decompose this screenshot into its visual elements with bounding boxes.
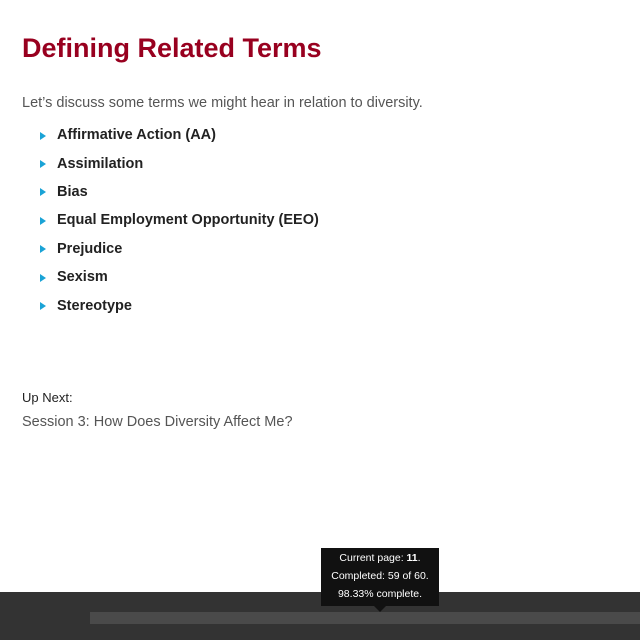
term-label: Affirmative Action (AA) bbox=[57, 127, 216, 144]
tooltip-arrow-icon bbox=[374, 606, 386, 612]
tooltip-completed: Completed: 59 of 60. bbox=[331, 570, 429, 582]
progress-bar-container bbox=[0, 592, 640, 640]
term-label: Sexism bbox=[57, 269, 108, 286]
term-label: Prejudice bbox=[57, 240, 123, 257]
triangle-bullet-icon bbox=[40, 217, 46, 225]
tooltip-current-page bbox=[321, 549, 439, 567]
up-next-link[interactable]: Session 3: How Does Diversity Affect Me? bbox=[22, 414, 293, 430]
triangle-bullet-icon bbox=[40, 160, 46, 168]
term-label: Stereotype bbox=[57, 297, 132, 314]
list-item bbox=[40, 263, 319, 291]
term-label: Assimilation bbox=[57, 155, 144, 172]
tooltip-percent: 98.33% complete. bbox=[337, 588, 423, 600]
intro-text: Let’s discuss some terms we might hear in relation to diversity. bbox=[22, 95, 423, 111]
triangle-bullet-icon bbox=[40, 302, 46, 310]
list-item bbox=[40, 149, 319, 177]
list-item bbox=[40, 121, 319, 149]
triangle-bullet-icon bbox=[40, 274, 46, 282]
list-item bbox=[40, 206, 319, 234]
up-next-label: Up Next: bbox=[22, 390, 73, 405]
term-label: Bias bbox=[57, 183, 88, 200]
progress-track[interactable] bbox=[90, 612, 640, 624]
triangle-bullet-icon bbox=[40, 245, 46, 253]
list-item bbox=[40, 178, 319, 206]
list-item bbox=[40, 291, 319, 319]
triangle-bullet-icon bbox=[40, 132, 46, 140]
page-title: Defining Related Terms bbox=[22, 33, 322, 63]
tooltip-current-prefix: Current page: bbox=[339, 552, 407, 564]
current-page-number: 11 bbox=[406, 552, 418, 564]
triangle-bullet-icon bbox=[40, 188, 46, 196]
terms-list bbox=[40, 121, 319, 320]
tooltip-current-suffix: . bbox=[417, 552, 421, 564]
progress-fill bbox=[90, 612, 631, 624]
progress-tooltip bbox=[321, 548, 439, 606]
list-item bbox=[40, 235, 319, 263]
term-label: Equal Employment Opportunity (EEO) bbox=[57, 212, 319, 229]
